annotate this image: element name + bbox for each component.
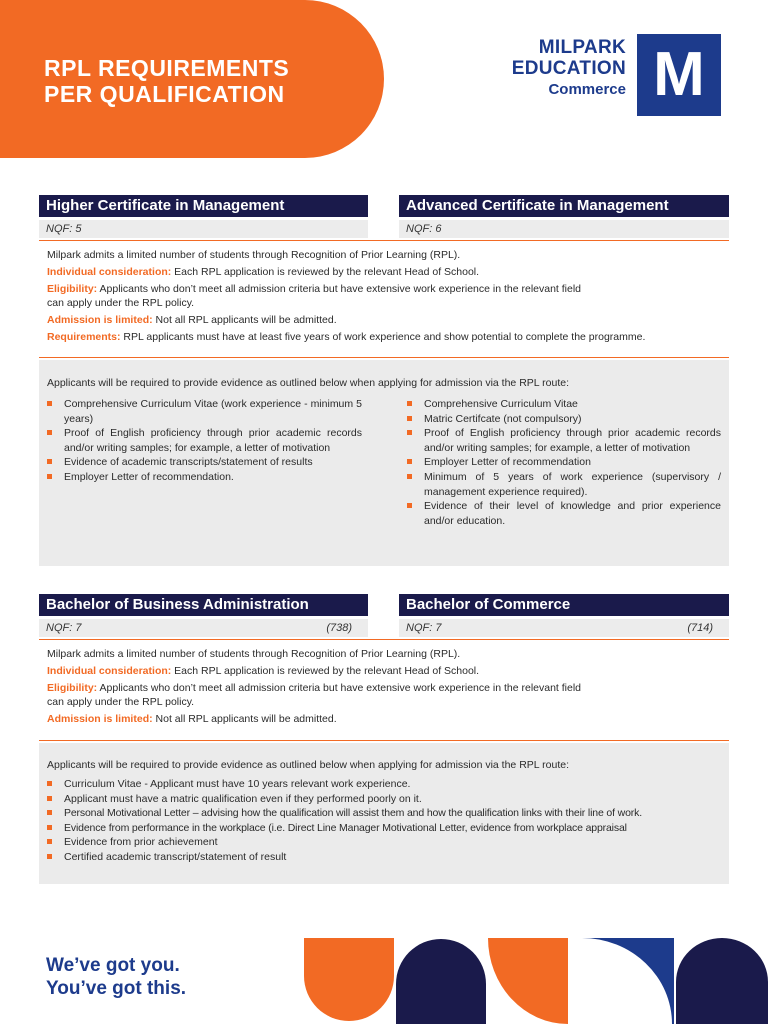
qualification-title-bcom: Bachelor of Commerce	[399, 594, 729, 616]
nqf-advanced-cert	[399, 220, 729, 238]
divider	[39, 357, 729, 358]
rpl-info-2	[47, 646, 727, 728]
page-title-line2: PER QUALIFICATION	[44, 81, 285, 107]
label: Individual consideration:	[47, 266, 172, 278]
qualification-code: (738)	[326, 622, 352, 634]
decorative-navy-arch	[396, 939, 486, 1024]
list-item: Personal Motivational Letter – advising how the qualification will assist them and how the qualification links with their line of work.	[46, 806, 726, 821]
divider	[39, 240, 729, 241]
nqf-label: NQF: 5	[46, 223, 82, 235]
list-item: Curriculum Vitae - Applicant must have 10 years relevant work experience.	[46, 777, 726, 792]
list-item: Comprehensive Curriculum Vitae	[406, 397, 721, 412]
label: Individual consideration:	[47, 665, 172, 677]
individual-consideration	[47, 663, 727, 680]
text: Not all RPL applicants will be admitted.	[152, 314, 337, 326]
list-item: Evidence from performance in the workplace (i.e. Direct Line Manager Motivational Letter, evidence from workplace appraisal	[46, 821, 726, 836]
nqf-higher-cert	[39, 220, 368, 238]
evidence-list-left	[46, 397, 362, 485]
evidence-intro: Applicants will be required to provide evidence as outlined below when applying for admission via the RPL route:	[47, 759, 569, 771]
admission-limited	[47, 312, 727, 329]
eligibility-cont: can apply under the RPL policy.	[47, 696, 195, 708]
qualification-code: (714)	[687, 622, 713, 634]
rpl-intro: Milpark admits a limited number of students through Recognition of Prior Learning (RPL).	[47, 648, 461, 660]
logo-wordmark	[512, 37, 626, 100]
qualification-title-advanced-cert: Advanced Certificate in Management	[399, 195, 729, 217]
individual-consideration	[47, 264, 727, 281]
page-title-line1: RPL REQUIREMENTS	[44, 55, 290, 81]
text: Each RPL application is reviewed by the relevant Head of School.	[171, 665, 480, 677]
text: RPL applicants must have at least five years of work experience and show potential to complete the programme.	[120, 331, 646, 343]
divider	[39, 740, 729, 741]
logo-line2: EDUCATION	[511, 58, 626, 79]
divider	[39, 639, 729, 640]
list-item: Evidence of their level of knowledge and prior experience and/or education.	[406, 499, 721, 528]
list-item: Applicant must have a matric qualification even if they performed poorly on it.	[46, 792, 726, 807]
list-item: Matric Certifcate (not compulsory)	[406, 412, 721, 427]
list-item: Employer Letter of recommendation.	[46, 470, 362, 485]
list-item: Proof of English proficiency through prior academic records and/or writing samples; for example, a letter of motivation	[46, 426, 362, 455]
evidence-box-1	[39, 360, 729, 566]
list-item: Evidence from prior achievement	[46, 835, 726, 850]
admission-limited	[47, 711, 727, 728]
evidence-list	[46, 777, 726, 865]
decorative-shapes	[304, 938, 768, 1024]
list-item: Proof of English proficiency through prior academic records and/or writing samples; for example, a letter of motivation	[406, 426, 721, 455]
nqf-label: NQF: 7	[406, 622, 442, 634]
qualification-title-higher-cert: Higher Certificate in Management	[39, 195, 368, 217]
decorative-orange-quarter	[488, 938, 568, 1024]
decorative-navy-arch-right	[676, 938, 768, 1024]
label: Admission is limited:	[47, 713, 153, 725]
tagline-line2: You’ve got this.	[46, 978, 187, 999]
text: Not all RPL applicants will be admitted.	[152, 713, 337, 725]
eligibility-cont: can apply under the RPL policy.	[47, 297, 195, 309]
label: Eligibility:	[47, 682, 98, 694]
list-item: Employer Letter of recommendation	[406, 455, 721, 470]
rpl-intro: Milpark admits a limited number of students through Recognition of Prior Learning (RPL).	[47, 249, 461, 261]
page-title	[44, 55, 289, 107]
nqf-label: NQF: 7	[46, 622, 82, 634]
decorative-blue-quarter	[582, 938, 674, 1024]
nqf-bcom	[399, 619, 729, 637]
label: Admission is limited:	[47, 314, 153, 326]
nqf-bba	[39, 619, 368, 637]
logo-line3: Commerce	[548, 81, 626, 98]
evidence-intro: Applicants will be required to provide evidence as outlined below when applying for admission via the RPL route:	[47, 377, 569, 389]
logo-mark-icon: M	[637, 34, 721, 116]
evidence-box-2	[39, 743, 729, 884]
label: Eligibility:	[47, 283, 98, 295]
tagline	[46, 954, 186, 1000]
text: Applicants who don’t meet all admission criteria but have extensive work experience in the relevant field	[97, 283, 582, 295]
tagline-line1: We’ve got you.	[46, 955, 180, 976]
list-item: Evidence of academic transcripts/statement of results	[46, 455, 362, 470]
decorative-orange-half-circle	[304, 938, 394, 1021]
nqf-label: NQF: 6	[406, 223, 442, 235]
qualification-title-bba: Bachelor of Business Administration	[39, 594, 368, 616]
logo-line1: MILPARK	[538, 37, 626, 58]
evidence-list-right	[406, 397, 721, 528]
label: Requirements:	[47, 331, 121, 343]
rpl-info-1	[47, 247, 727, 346]
text: Each RPL application is reviewed by the relevant Head of School.	[171, 266, 480, 278]
list-item: Certified academic transcript/statement of result	[46, 850, 726, 865]
list-item: Comprehensive Curriculum Vitae (work experience - minimum 5 years)	[46, 397, 362, 426]
requirements	[47, 329, 727, 346]
text: Applicants who don’t meet all admission criteria but have extensive work experience in the relevant field	[97, 682, 582, 694]
list-item: Minimum of 5 years of work experience (supervisory / management experience required).	[406, 470, 721, 499]
